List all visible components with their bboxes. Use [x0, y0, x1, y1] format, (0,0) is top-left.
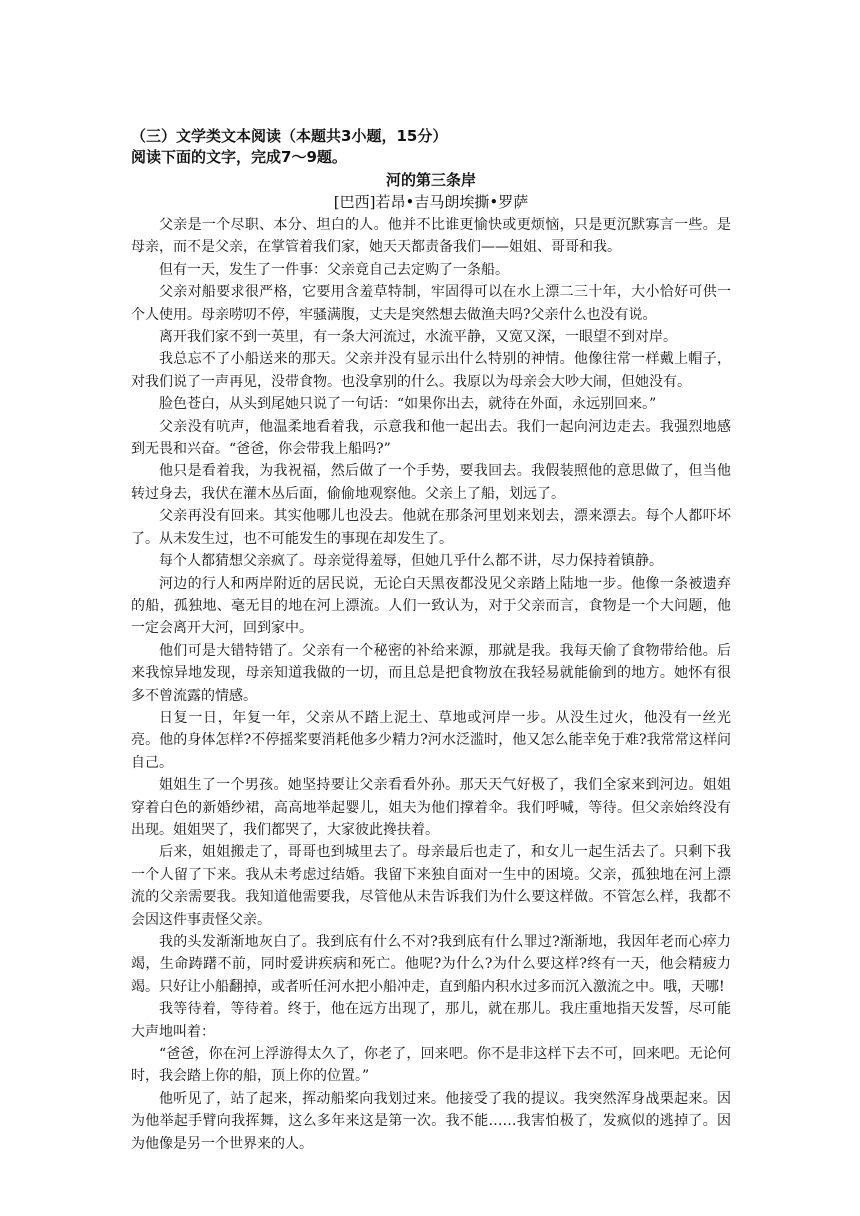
paragraph: 日复一日，年复一年，父亲从不踏上泥土、草地或河岸一步。从没生过火，他没有一丝光亮。他的身体怎样?不停摇桨要消耗他多少精力?河水泛滥时，他又怎么能幸免于难?我常常这样问自己。 — [131, 709, 731, 771]
paragraph: 他们可是大错特错了。父亲有一个秘密的补给来源，那就是我。我每天偷了食物带给他。后来我惊异地发现，母亲知道我做的一切，而且总是把食物放在我轻易就能偷到的地方。她怀有很多不曾流露的情感。 — [131, 642, 731, 704]
paragraph: 每个人都猜想父亲疯了。母亲觉得羞辱，但她几乎什么都不讲，尽力保持着镇静。 — [159, 553, 663, 570]
paragraph: 我等待着，等待着。终于，他在远方出现了，那儿，就在那儿。我庄重地指天发誓，尽可能大声地叫着： — [131, 1001, 731, 1040]
paragraph: 父亲对船要求很严格，它要用含羞草特制，牢固得可以在水上漂二三十年，大小恰好可供一个人使用。母亲唠叨不停，牢骚满腹，丈夫是突然想去做渔夫吗?父亲什么也没有说。 — [131, 284, 731, 323]
paragraph: 父亲是一个尽职、本分、坦白的人。他并不比谁更愉快或更烦恼，只是更沉默寡言一些。是母亲，而不是父亲，在掌管着我们家，她天天都责备我们——姐姐、哥哥和我。 — [131, 217, 731, 256]
paragraph: 父亲再没有回来。其实他哪儿也没去。他就在那条河里划来划去，漂来漂去。每个人都吓坏了。从未发生过，也不可能发生的事现在却发生了。 — [131, 508, 731, 547]
paragraph: 我的头发渐渐地灰白了。我到底有什么不对?我到底有什么罪过?渐渐地，我因年老而心瘁力竭，生命踌躇不前，同时爱讲疾病和死亡。他呢?为什么?为什么要这样?终有一天，他会精疲力竭。只好让小船翻掉，或者听任河水把小船冲走，直到船内积水过多而沉入激流之中。哦，天哪! — [131, 934, 731, 995]
story-title: 河的第三条岸 — [385, 171, 476, 189]
paragraph: 脸色苍白，从头到尾她只说了一句话：“如果你出去，就待在外面，永远别回来。” — [159, 396, 657, 413]
paragraph: 河边的行人和两岸附近的居民说，无论白天黑夜都没见父亲踏上陆地一步。他像一条被遗弃的船，孤独地、毫无目的地在河上漂流。人们一致认为，对于父亲而言，食物是一个大问题，他一定会离开大河，回到家中。 — [131, 575, 731, 637]
paragraph: 我总忘不了小船送来的那天。父亲并没有显示出什么特别的神情。他像往常一样戴上帽子，对我们说了一声再见，没带食物。也没拿别的什么。我原以为母亲会大吵大闹，但她没有。 — [131, 351, 731, 390]
paragraph: 后来，姐姐搬走了，哥哥也到城里去了。母亲最后也走了，和女儿一起生活去了。只剩下我一个人留了下来。我从未考虑过结婚。我留下来独自面对一生中的困境。父亲，孤独地在河上漂流的父亲需要我。我知道他需要我，尽管他从未告诉我们为什么要这样做。不管怎么样，我都不会因这件事责怪父亲。 — [131, 844, 731, 928]
section-heading: （三）文学类文本阅读（本题共3小题，15分） — [131, 127, 448, 145]
paragraph: 他听见了，站了起来，挥动船桨向我划过来。他接受了我的提议。我突然浑身战栗起来。因为他举起手臂向我挥舞，这么多年来这是第一次。我不能……我害怕极了，发疯似的逃掉了。因为他像是另一个世界来的人。 — [131, 1090, 731, 1152]
reading-instruction: 阅读下面的文字，完成7～9题。 — [131, 148, 347, 166]
paragraph: 离开我们家不到一英里，有一条大河流过，水流平静，又宽又深，一眼望不到对岸。 — [159, 329, 677, 346]
paragraph: 他只是看着我，为我祝福，然后做了一个手势，要我回去。我假装照他的意思做了，但当他转过身去，我伏在灌木丛后面，偷偷地观察他。父亲上了船，划远了。 — [131, 463, 731, 502]
paragraph: 但有一天，发生了一件事：父亲竟自己去定购了一条船。 — [159, 261, 509, 278]
paragraph: 姐姐生了一个男孩。她坚持要让父亲看看外孙。那天天气好极了，我们全家来到河边。姐姐穿着白色的新婚纱裙，高高地举起婴儿，姐夫为他们撑着伞。我们呼喊，等待。但父亲始终没有出现。姐姐哭了，我们都哭了，大家彼此搀扶着。 — [131, 777, 731, 838]
story-body — [131, 214, 731, 1155]
paragraph: “爸爸，你在河上浮游得太久了，你老了，回来吧。你不是非这样下去不可，回来吧。无论何时，我会踏上你的船，顶上你的位置。” — [131, 1046, 731, 1085]
paragraph: 父亲没有吭声，他温柔地看着我，示意我和他一起出去。我们一起向河边走去。我强烈地感到无畏和兴奋。“爸爸，你会带我上船吗?” — [131, 418, 731, 458]
story-author: [巴西]若昂•吉马朗埃撕•罗萨 — [333, 193, 529, 211]
